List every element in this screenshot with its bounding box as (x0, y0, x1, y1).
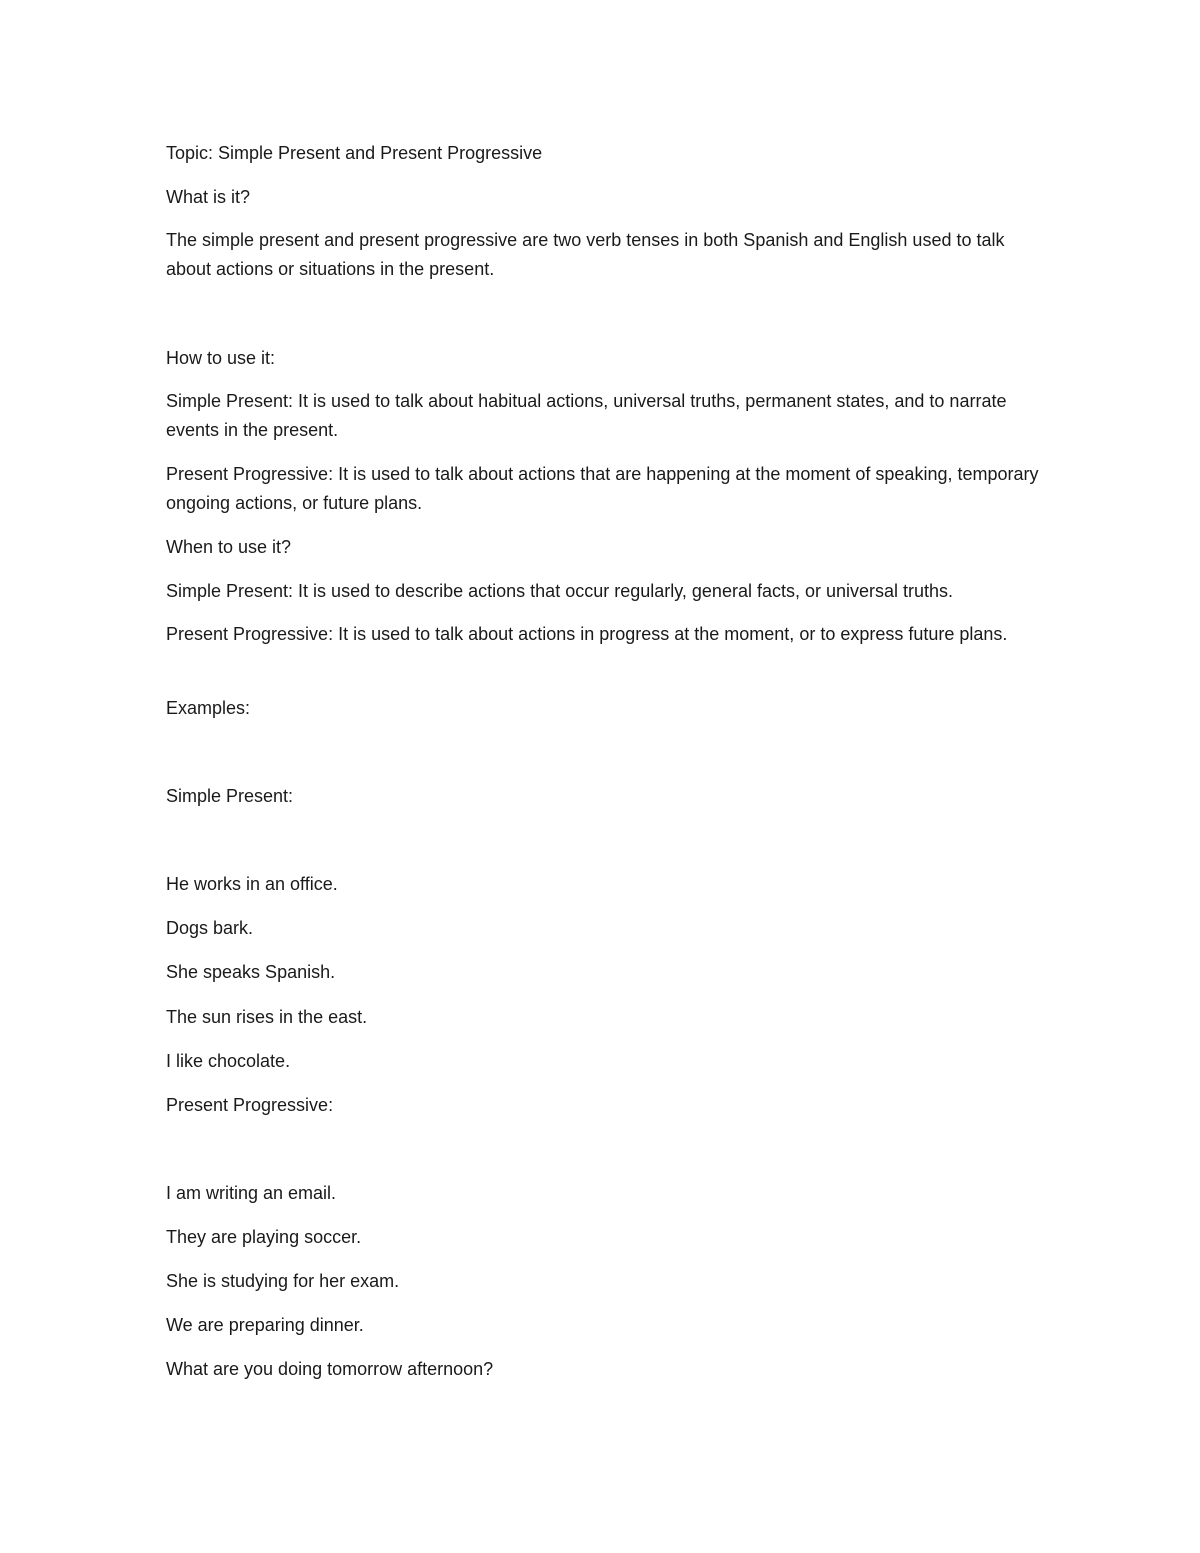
present-progressive-heading: Present Progressive: (166, 1095, 334, 1115)
simple-present-heading: Simple Present: (166, 786, 294, 806)
example-item: She is studying for her exam. (166, 1271, 400, 1291)
example-item: We are preparing dinner. (166, 1315, 364, 1335)
examples-heading: Examples: (166, 698, 251, 718)
topic-title: Topic: Simple Present and Present Progressive (166, 143, 543, 163)
when-present-progressive: Present Progressive: It is used to talk about actions in progress at the moment, or to express future plans. (166, 624, 1008, 644)
example-item: He works in an office. (166, 874, 338, 894)
when-simple-present: Simple Present: It is used to describe actions that occur regularly, general facts, or universal truths. (166, 581, 954, 601)
how-simple-present: Simple Present: It is used to talk about habitual actions, universal truths, permanent states, and to narrate events in the present. (166, 391, 1007, 440)
what-heading: What is it? (166, 187, 251, 207)
example-item: Dogs bark. (166, 918, 254, 938)
example-item: They are playing soccer. (166, 1227, 362, 1247)
how-present-progressive: Present Progressive: It is used to talk about actions that are happening at the moment of speaking, temporary ongoing actions, or future plans. (166, 464, 1039, 513)
example-item: What are you doing tomorrow afternoon? (166, 1359, 494, 1379)
example-item: I am writing an email. (166, 1183, 337, 1203)
example-item: I like chocolate. (166, 1051, 291, 1071)
when-heading: When to use it? (166, 537, 292, 557)
example-item: She speaks Spanish. (166, 962, 336, 982)
how-heading: How to use it: (166, 348, 276, 368)
example-item: The sun rises in the east. (166, 1007, 368, 1027)
what-body: The simple present and present progressive are two verb tenses in both Spanish and English used to talk about actions or situations in the present. (166, 230, 1005, 279)
